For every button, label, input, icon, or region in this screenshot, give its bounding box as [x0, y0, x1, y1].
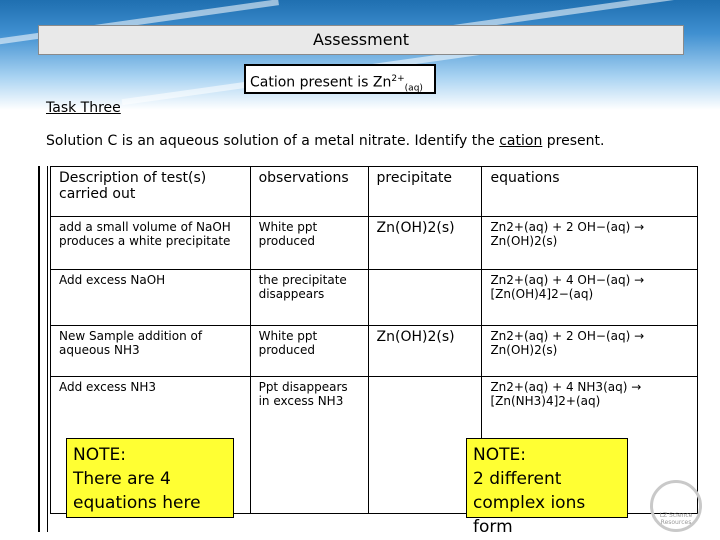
logo-text: LZ Science Resources — [659, 512, 693, 526]
row-equation: Zn2+(aq) + 2 OH−(aq) → Zn(OH)2(s) — [482, 326, 698, 377]
row-equation: Zn2+(aq) + 4 OH−(aq) → [Zn(OH)4]2−(aq) — [482, 270, 698, 326]
row-equation: Zn2+(aq) + 4 NH3(aq) → [Zn(NH3)4]2+(aq) — [482, 377, 698, 514]
row-description: Add excess NH3 — [51, 377, 251, 514]
row-precipitate: Zn(OH)2(s) — [368, 326, 482, 377]
row-precipitate — [368, 270, 482, 326]
cation-answer-box: Cation present is $Zn^{2+}_{(aq)}$ — [244, 64, 436, 94]
row-description: New Sample addition of aqueous NH3 — [51, 326, 251, 377]
row-description: Add excess NaOH — [51, 270, 251, 326]
header-equations: equations — [482, 167, 698, 217]
table-row — [51, 326, 698, 377]
row-observation: White ppt produced — [250, 326, 368, 377]
row-description: add a small volume of NaOH produces a white precipitate — [51, 217, 251, 270]
row-observation: White ppt produced — [250, 217, 368, 270]
row-precipitate: Zn(OH)2(s) — [368, 217, 482, 270]
row-observation: the precipitate disappears — [250, 270, 368, 326]
table-row — [51, 217, 698, 270]
note-equations: NOTE: There are 4 equations here — [66, 438, 234, 518]
row-equation: Zn2+(aq) + 2 OH−(aq) → Zn(OH)2(s) — [482, 217, 698, 270]
header-precipitate: precipitate — [368, 167, 482, 217]
row-observation: Ppt disappears in excess NH3 — [250, 377, 368, 514]
task-title: Task Three — [46, 100, 121, 116]
header-description: Description of test(s) carried out — [51, 167, 251, 217]
page-title: Assessment — [38, 25, 684, 55]
note-complex-ions: NOTE: 2 different complex ions form — [466, 438, 628, 518]
table-left-border — [38, 166, 48, 532]
table-header-row — [51, 167, 698, 217]
header-observations: observations — [250, 167, 368, 217]
table-row — [51, 270, 698, 326]
task-intro: Solution C is an aqueous solution of a metal nitrate. Identify the cation present. — [46, 133, 605, 149]
row-precipitate — [368, 377, 482, 514]
